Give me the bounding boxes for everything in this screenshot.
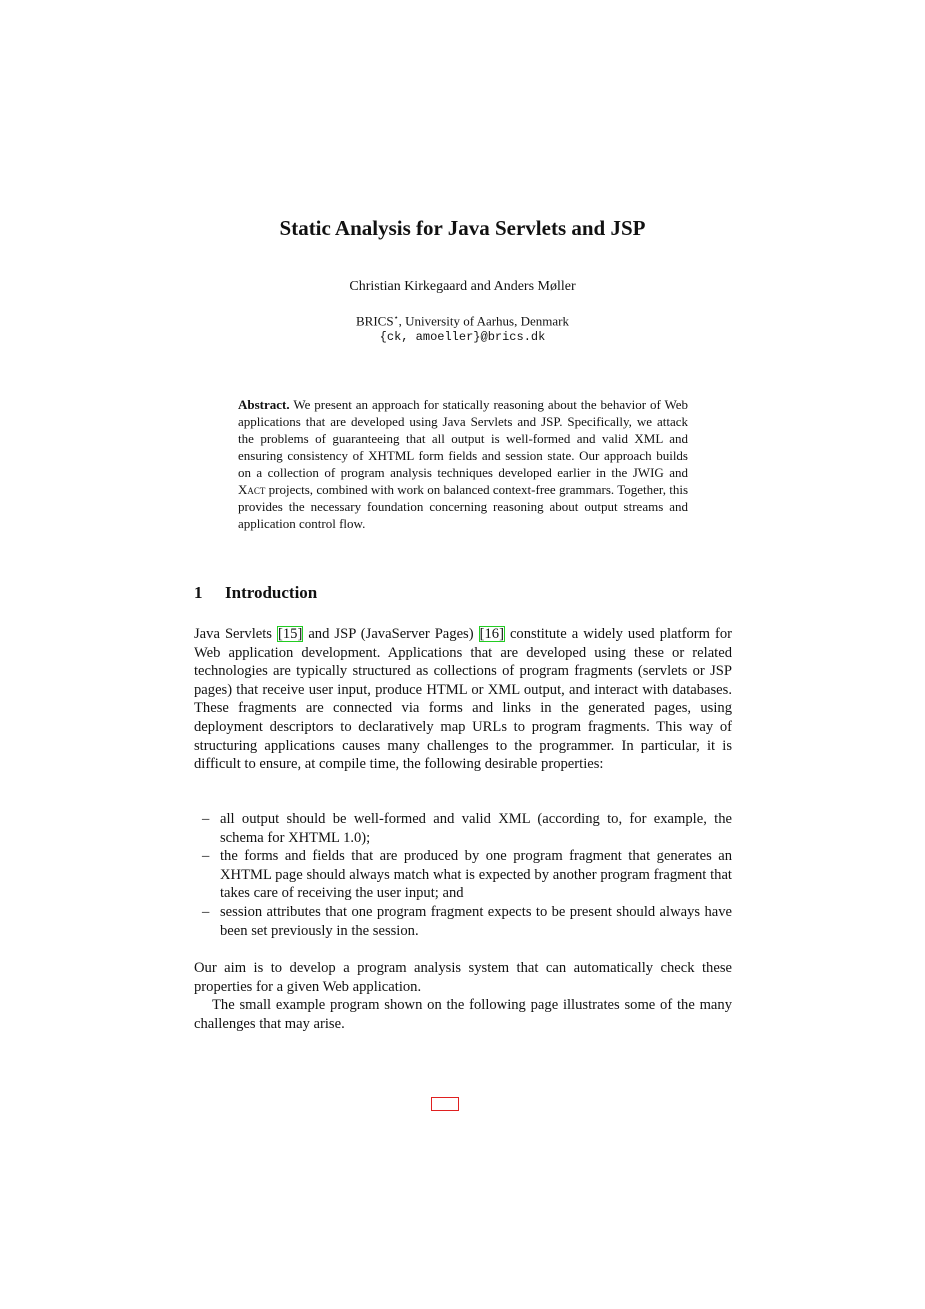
list-item (194, 810, 732, 847)
abstract-text-1: We present an approach for statically reasoning about the behavior of Web applications that are developed using Java Servlets and JSP. Specifically, we attack the problems of guaranteeing that all output is well-formed and valid XML and ensuring consistency of XHTML form fields and session state. Our approach builds on a collection of program analysis techniques developed earlier in the JWIG and (238, 397, 688, 480)
abstract-text-2: projects, combined with work on balanced context-free grammars. Together, this provides the necessary foundation concerning reasoning about output streams and application control flow. (238, 482, 688, 531)
intro-p1-c: constitute a widely used platform for Web application development. Applications that are developed using these or related technologies are typically structured as collections of program fragments (servlets or JSP pages) that receive user input, produce HTML or XML output, and interact with databases. These fragments are connected via forms and links in the generated pages, using deployment descriptors to declaratively map URLs to program fragments. This way of structuring applications causes many challenges to the programmer. In particular, it is difficult to ensure, at compile time, the following desirable properties: (194, 626, 732, 773)
list-item (194, 903, 732, 940)
intro-paragraph-3: The small example program shown on the following page illustrates some of the many challenges that may arise. (194, 997, 732, 1032)
paper-title: Static Analysis for Java Servlets and JSP (279, 216, 646, 240)
intro-paragraph-1 (194, 625, 732, 774)
abstract-xact: Xact (238, 482, 266, 497)
list-dash: – (202, 811, 210, 827)
properties-list (194, 810, 732, 940)
citation-16[interactable]: [16] (479, 626, 504, 642)
abstract (238, 396, 688, 532)
abstract-label: Abstract. (238, 397, 290, 412)
author-email: {ck, amoeller}@brics.dk (379, 330, 546, 344)
section-number: 1 (194, 583, 203, 602)
affiliation-name: BRICS (355, 313, 394, 329)
intro-paragraph-2: Our aim is to develop a program analysis system that can automatically check these properties for a given Web application. (194, 960, 732, 995)
page-link-box[interactable] (431, 1097, 459, 1111)
section-heading (194, 583, 317, 603)
intro-p1-b: and JSP (JavaServer Pages) (303, 626, 479, 642)
section-title: Introduction (225, 583, 318, 602)
affiliation (0, 313, 925, 329)
list-item (194, 847, 732, 903)
intro-p1-a: Java Servlets (194, 626, 277, 642)
list-dash: – (202, 848, 210, 865)
list-item-text: session attributes that one program fragment expects to be present should always have been set previously in the session. (220, 903, 732, 939)
list-item-text: all output should be well-formed and valid XML (according to, for example, the schema for XHTML 1.0); (220, 811, 732, 846)
citation-15[interactable]: [15] (277, 626, 303, 642)
authors: Christian Kirkegaard and Anders Møller (349, 279, 576, 294)
affiliation-footnote-mark[interactable]: ⋆ (393, 313, 399, 322)
affiliation-rest: , University of Aarhus, Denmark (398, 313, 569, 329)
list-item-text: the forms and fields that are produced by one program fragment that generates an XHTML page should always match what is expected by another program fragment that takes care of receiving the user input; and (220, 848, 732, 902)
list-dash: – (202, 903, 210, 920)
